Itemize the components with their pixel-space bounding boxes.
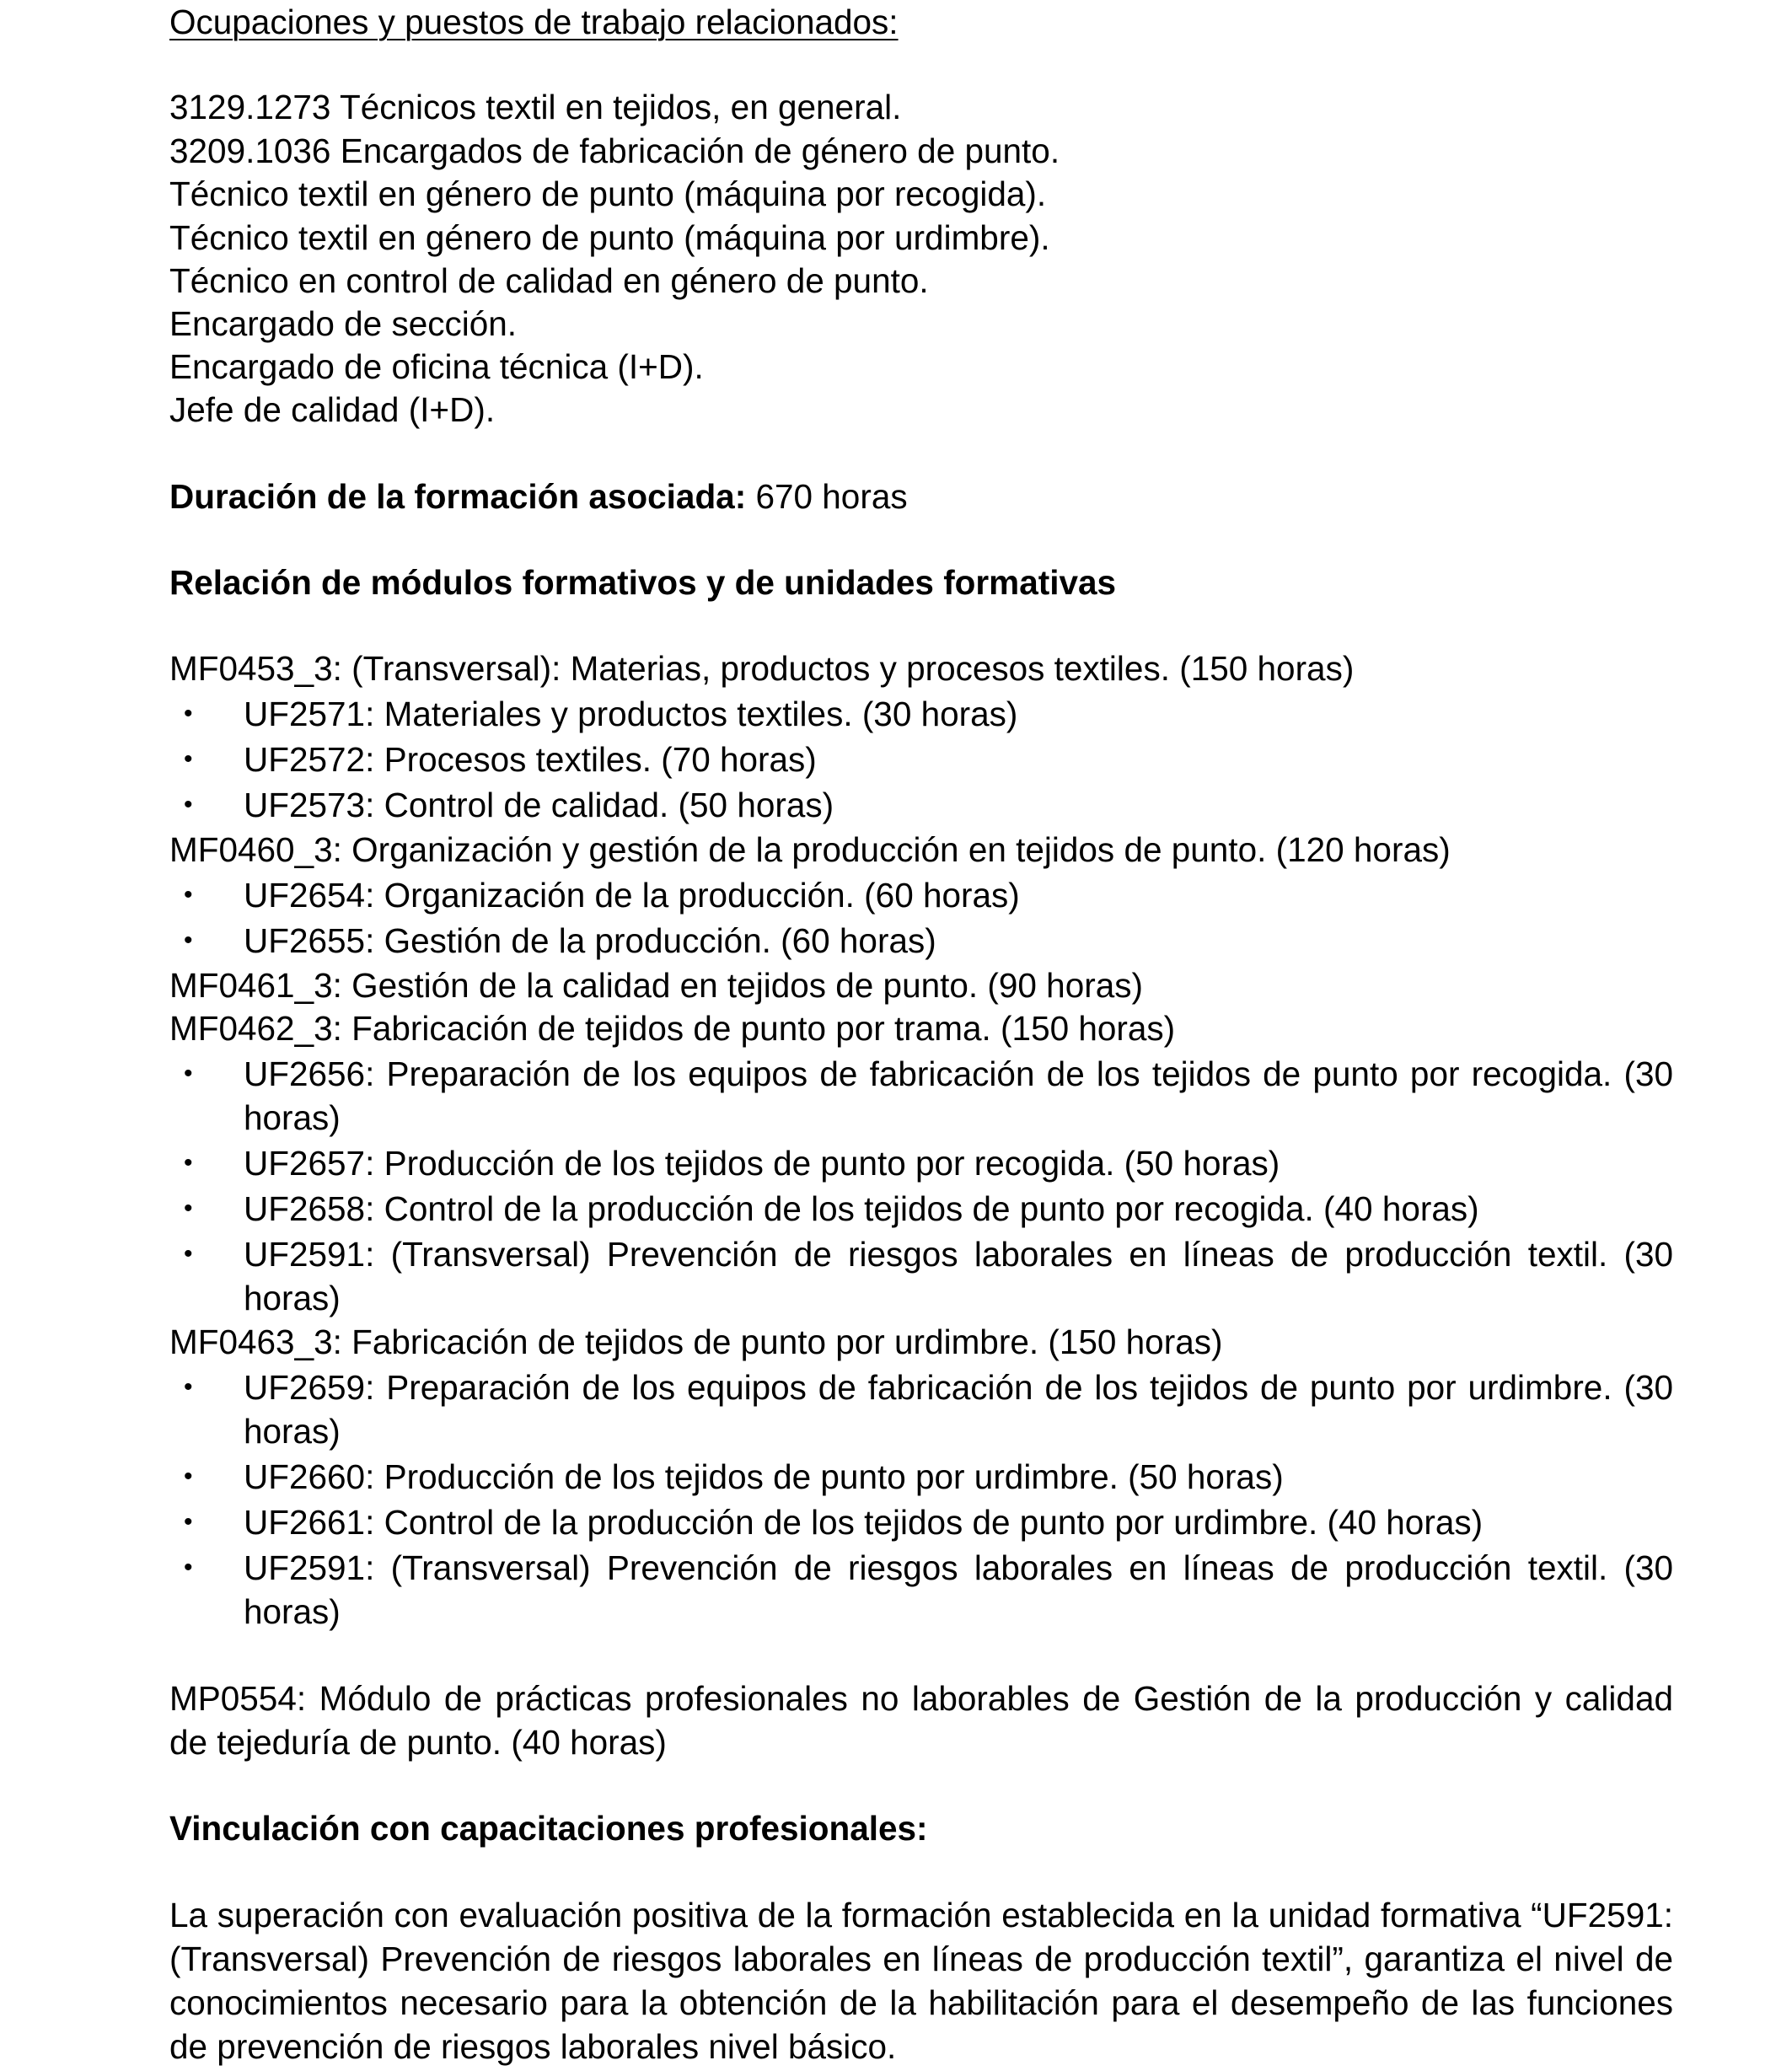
unit-text: UF2591: (Transversal) Prevención de riesgos laborales en líneas de producción textil. (30 horas) — [244, 1235, 1673, 1317]
unit-text: UF2655: Gestión de la producción. (60 horas) — [244, 921, 936, 960]
occupation-item: Jefe de calidad (I+D). — [169, 390, 496, 429]
occupation-item: 3209.1036 Encargados de fabricación de género de punto. — [169, 131, 1060, 170]
occupation-item: Técnico textil en género de punto (máquina por urdimbre). — [169, 218, 1050, 257]
vinculacion-heading: Vinculación con capacitaciones profesionales: — [169, 1809, 928, 1848]
module-mp0554: MP0554: Módulo de prácticas profesionales no laborables de Gestión de la producción y calidad de tejeduría de punto. (40 horas) — [169, 1679, 1673, 1762]
module-mf0463: MF0463_3: Fabricación de tejidos de punto por urdimbre. (150 horas) — [169, 1323, 1223, 1361]
unit-text: UF2571: Materiales y productos textiles. (30 horas) — [244, 695, 1018, 733]
duration-value: 670 horas — [746, 477, 908, 516]
occupation-item: 3129.1273 Técnicos textil en tejidos, en general. — [169, 88, 902, 126]
vinculacion-body: La superación con evaluación positiva de la formación establecida en la unidad formativa “UF2591: (Transversal) Prevención de riesgos laborales en líneas de producción textil”, garantiza el nivel de conocimientos necesario para la obtención de la habilitación para el desempeño de las funciones de prevención de riesgos laborales nivel básico. — [169, 1896, 1673, 2066]
unit-text: UF2659: Preparación de los equipos de fabricación de los tejidos de punto por urdimbre. (30 horas) — [244, 1368, 1673, 1451]
bullet-icon: • — [184, 1194, 193, 1222]
occupation-item: Técnico en control de calidad en género de punto. — [169, 261, 929, 300]
module-mf0461: MF0461_3: Gestión de la calidad en tejidos de punto. (90 horas) — [169, 966, 1143, 1005]
module-mf0462: MF0462_3: Fabricación de tejidos de punto por trama. (150 horas) — [169, 1009, 1176, 1048]
unit-text: UF2656: Preparación de los equipos de fabricación de los tejidos de punto por recogida. (30 horas) — [244, 1054, 1673, 1137]
bullet-icon: • — [184, 926, 193, 954]
bullet-icon: • — [184, 1462, 193, 1490]
unit-text: UF2591: (Transversal) Prevención de riesgos laborales en líneas de producción textil. (30 horas) — [244, 1548, 1673, 1631]
occupation-item: Encargado de sección. — [169, 304, 518, 343]
occupation-item: Técnico textil en género de punto (máquina por recogida). — [169, 174, 1047, 213]
module-mf0460: MF0460_3: Organización y gestión de la producción en tejidos de punto. (120 horas) — [169, 830, 1451, 869]
unit-text: UF2573: Control de calidad. (50 horas) — [244, 786, 834, 824]
unit-text: UF2572: Procesos textiles. (70 horas) — [244, 740, 817, 779]
occupation-item: Encargado de oficina técnica (I+D). — [169, 347, 704, 386]
unit-text: UF2658: Control de la producción de los tejidos de punto por recogida. (40 horas) — [244, 1189, 1479, 1228]
duration-line — [169, 475, 908, 518]
bullet-icon: • — [184, 1240, 193, 1268]
duration-label: Duración de la formación asociada: — [169, 477, 747, 516]
occupations-heading: Ocupaciones y puestos de trabajo relacionados: — [169, 3, 899, 41]
bullet-icon: • — [184, 1508, 193, 1536]
unit-text: UF2661: Control de la producción de los tejidos de punto por urdimbre. (40 horas) — [244, 1503, 1483, 1542]
unit-text: UF2657: Producción de los tejidos de punto por recogida. (50 horas) — [244, 1144, 1280, 1183]
bullet-icon: • — [184, 1149, 193, 1177]
bullet-icon: • — [184, 700, 193, 727]
bullet-icon: • — [184, 791, 193, 818]
bullet-icon: • — [184, 1060, 193, 1087]
bullet-icon: • — [184, 1553, 193, 1581]
bullet-icon: • — [184, 1373, 193, 1401]
unit-text: UF2654: Organización de la producción. (60 horas) — [244, 876, 1020, 915]
module-mf0453: MF0453_3: (Transversal): Materias, productos y procesos textiles. (150 horas) — [169, 649, 1355, 688]
bullet-icon: • — [184, 881, 193, 909]
bullet-icon: • — [184, 745, 193, 773]
modules-heading: Relación de módulos formativos y de unidades formativas — [169, 563, 1117, 602]
unit-text: UF2660: Producción de los tejidos de punto por urdimbre. (50 horas) — [244, 1457, 1284, 1496]
